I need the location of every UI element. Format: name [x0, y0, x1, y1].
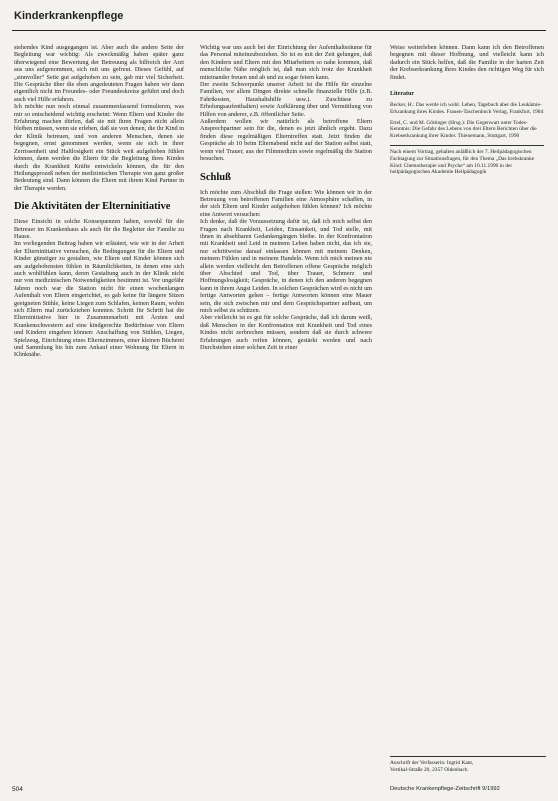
paragraph: Der zweite Schwerpunkt unserer Arbeit ist die Hilfe für einzelne Familien, vor allem Dingen direkte schnelle finanzielle Hilfe (z.B. Fahrtkosten, Haushaltshilfe usw.). Zuschüsse zu Erholungsaufenthalten) sowie Aufklärung über und Vermittlung von Hilfen von anderer, z.B. öffentlicher Seite. — [200, 81, 372, 118]
subheading: Schluß — [200, 171, 231, 183]
paragraph: Weise weiterleben können. Dann kann ich den Betroffenen begegnen mit dieser Hoffnung, und vielleicht kann ich dadurch ein Stück helfen, daß die Familie in der harten Zeit der Krebserkrankung ihres Kindes den richtigen Weg für sich findet. — [390, 44, 544, 81]
paragraph: Diese Einsicht in solche Konsequenzen haben, sowohl für die Betreuer im Krankenhaus als auch für die Begleiter der Familie zu Hause. — [14, 218, 184, 240]
paragraph: Ich denke, daß die Voraussetzung dafür ist, daß ich mich selbst den Fragen nach Krankheit, Leiden, Einsamkeit, und Tod stelle, mit ihnen in absehbaren Gedankengängen bleibe. In der Konfrontation mit Krankheit und Leid in meinem Leben haben nicht, das ich sie, nur schrittweise darauf einlassen können mit meinem Denken, meinem Fühlen und in meinem Handeln. Wenn ich mich meinen nie allein werden vielleicht den Betroffenen offene Gespräche möglich über Abschied und Tod, über Trauer, Schmerz und Hoffnungslosigkeit; Gespräche, in denen ich den anderen begegnen kann in ihrem Angst Leiden. In solchen Gesprächen wird es nicht um fertige Antworten gehen – fertige Antworten können eine Mauer sein, die sich zwischen mir und dem Gesprächspartner aufbaut, um mich selbst zu schützen. — [200, 218, 372, 314]
page-header — [12, 8, 546, 31]
author-line: Anschrift der Verfasserin: Ingrid Kant, — [390, 760, 474, 766]
literature-heading: Literatur — [390, 91, 414, 98]
column-3 — [390, 44, 544, 176]
paragraph: Wichtig war uns auch bei der Einrichtung der Aufenthaltsräume für das Personal miteinzubeziehen. So ist es mit der Zeit gelungen, daß den Kindern und Eltern mit den Mitarbeitern so nahe kommen, daß menschliche Nähe möglich ist, daß man sich trotz der Krankheit miteinander freuen und ab und zu sogar feiern kann. — [200, 44, 372, 81]
paragraph: Im vorliegenden Beitrag haben wir erläutert, wie wir in der Arbeit der Elterninitiative versuchen, die Bedingungen für die Eltern und Kinder günstiger zu gestalten, wie Eltern und Kinder können sich am aufgehobensten fühlen in Räumlichkeiten, in denen eine sich auch wohlfühlen kann, deren Gestaltung auch in der Klinik nicht nur von medizinischen Notwendigkeiten bestimmt ist. Vor ungefähr Jahren noch war die Station nicht für einen wochenlangen Aufenthalt von Eltern eingerichtet, es gab keine für längere Sitzen geeigneten Stühle, keine Liegen zum Schlafen, keinen Raum, wohin sich Eltern mal zurückziehen konnten. Schritt für Schritt hat die Elterninitiative hier in Zusammenarbeit mit Ärzten und Krankenschwestern auf eine kindgerechte Bedürfnisse von Eltern und Kindern eingehen können: Anschaffung von Stühlen, Liegen, Spielzeug, Einrichtung eines Elternzimmers, einer kleinen Bücherei und Sammlung bis hin zum Ankauf einer Wohnung für Eltern in Klinknähe. — [14, 240, 184, 359]
author-line: Vertikal-Straße 20, 2357 Oldenbach — [390, 766, 468, 773]
column-1 — [14, 44, 184, 359]
paragraph: Außerdem wollen wir natürlich als betroffene Eltern Ansprechpartner sein für die, denen es jetzt ähnlich ergeht. Dazu finden diese regelmäßigen Elterntreffen statt. Jetzt finden die Gespräche ab 10 beim Elternabend nicht auf der Station selbst statt, wenn viel Trauer, aus der Filmmedizin sowie regelmäßig die Station besuchen. — [200, 118, 372, 163]
paragraph: stehendes Kind ausgegangen ist. Aber auch die andere Seite der Begleitung war wichtig: Als zweckmäßig haben später ganz überwiegend eine Bewertung der Betreuung als hilfreich der Arzt aus uns aufgenommen, sich mit uns gefreut. Dieses Gefühl, auf „sinnvoller“ Seite gut aufgehoben zu sein, gab mir viel Sicherheit. Die Gespräche über die eben angedeuteten Fragen haben wir dann eigentlich nicht im Freundes- oder Freundeskreise geführt und doch auch viel Hilfe erfahren. — [14, 44, 184, 103]
literature-entry: Becker, H.: Das werde ich wohl. Leben, Tagebuch aber die Leukämie-Erkrankung ihres Kindes. Frauen-Taschenbuch Verlag, Frankfurt, 1984 — [390, 102, 544, 116]
literature-entry: Ertel, C. und M. Göttinger (Hrsg.): Die Gegenwart unter Todes-Kenntnis: Die Gefahr des Lebens von drei Eltern Berichten über die Krebserkrankung ihrer Kinder. Thienemann, Stuttgart, 1990 — [390, 119, 537, 139]
section-title: Kinderkrankenpflege — [14, 10, 124, 22]
subheading: Die Aktivitäten der Elterninitiative — [14, 201, 171, 213]
column-2 — [200, 44, 372, 351]
paragraph: Ich möchte zum Abschluß die Frage stellen: Wie können wir in der Betreuung von betroffenen Familien eine Atmosphäre schaffen, in der sich Eltern und Kinder aufgehoben fühlen können? Ich möchte eine Antwort versuchen: — [200, 188, 372, 218]
literature-list — [390, 102, 544, 139]
page-number: 504 — [12, 786, 23, 793]
paragraph: Ich möchte nun noch einmal zusammenfassend formulieren, was mir so entscheidend wichtig erscheint: Wenn Eltern und Kinder die Erfahrung machen dürfen, daß sie mit ihren Fragen nicht allein bleiben müssen, wenn sie erleben, daß sie von denen, die ihr Kind in der Klinik betreuen, und von anderen Menschen, denen sie begegnen, ernst genommen werden, wenn sie sich in ihrer Zerrissenheit und Haltlosigkeit ein Stück weit aufgehoben fühlen können, dann werden die Eltern für die Begleitung ihres Kindes durch die Krankheit Kräfte entwickeln können, die für den Heilungsprozeß neben der medizinischen Therapie von ganz großer Bedeutung sind. Dann können die Eltern mit ihrem Kind Partner in der Therapie werden. — [14, 103, 184, 192]
author-address — [390, 756, 546, 773]
source-note: Nach einem Vortrag, gehalten anläßlich der 7. Heilpädagogischen Fachtagung zur Situationsfragen, für den Thema „Das krebskranke Kind: Chemotherapie und Psyche“ am 10.11.1990 in der heilpädagogischen Akademie Heilpädagogik — [390, 145, 544, 175]
paragraph: Aber vielleicht ist es gut für solche Gespräche, daß ich darum weiß, daß Menschen in der Konfrontation mit Krankheit und Tod eines Kindes nicht zerbrechen müssen, sondern daß sie durch schwere Erfahrungen auch reifen können, gestärkt werden und nach Durchstehen einer solchen Zeit in einer — [200, 314, 372, 352]
journal-reference: Deutsche Krankenpflege-Zeitschrift 9/1992 — [390, 786, 500, 792]
